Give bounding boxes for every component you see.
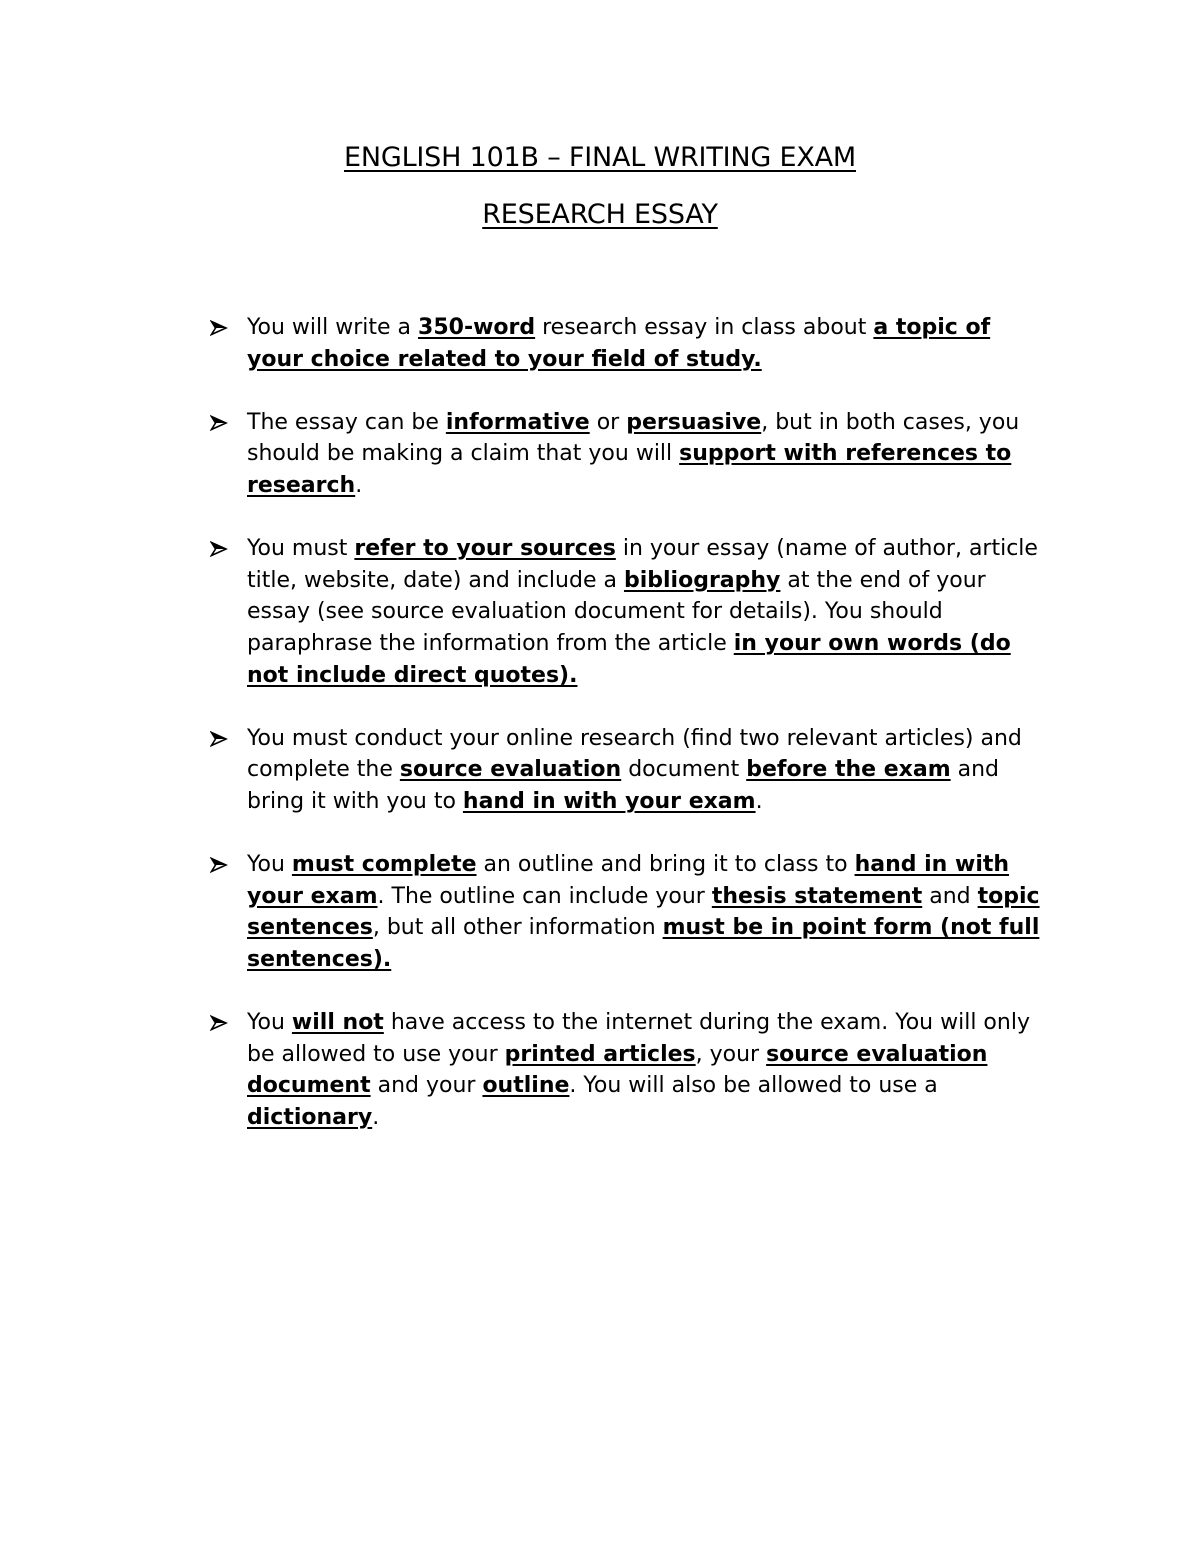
body-text: in your essay (name of author, article title, website, date) and include a xyxy=(247,536,1038,593)
emphasized-text: informative xyxy=(445,409,590,435)
body-text: research essay in class about xyxy=(535,315,874,340)
emphasized-text: in your own words (do not include direct quotes). xyxy=(247,630,1011,688)
body-text: You xyxy=(247,1010,292,1036)
emphasized-text: hand in with your exam xyxy=(462,788,756,814)
emphasized-text: 350-word xyxy=(418,315,536,340)
body-text: . xyxy=(372,1104,380,1130)
body-text: , your xyxy=(695,1041,767,1067)
body-text: You must xyxy=(247,536,355,562)
body-text: document xyxy=(621,757,747,783)
body-text: , but in both cases, you should be making a claim that you will xyxy=(247,409,1020,467)
list-item xyxy=(210,533,1040,691)
list-item xyxy=(210,312,1040,375)
list-item xyxy=(210,849,1040,975)
body-text: and xyxy=(922,883,978,909)
body-text: . The outline can include your xyxy=(377,883,712,909)
emphasized-text: must complete xyxy=(291,852,477,878)
body-text: and bring it with you to xyxy=(247,757,1000,814)
body-text: and your xyxy=(370,1073,483,1099)
list-item xyxy=(210,1007,1040,1133)
instruction-list xyxy=(210,312,1040,1165)
emphasized-text: refer to your sources xyxy=(354,536,616,562)
body-text: The essay can be xyxy=(247,409,446,435)
body-text: . xyxy=(355,472,363,498)
emphasized-text: outline xyxy=(482,1073,570,1099)
emphasized-text: source evaluation document xyxy=(247,1041,988,1099)
body-text: You must conduct your online research (find two relevant articles) and complete the xyxy=(247,725,1022,783)
list-item xyxy=(210,723,1040,818)
body-text: or xyxy=(589,409,627,435)
emphasized-text: thesis statement xyxy=(711,883,923,909)
emphasized-text: before the exam xyxy=(746,757,951,783)
body-text: an outline and bring it to class to xyxy=(476,852,855,878)
arrowhead-bullet-icon xyxy=(210,1015,230,1031)
arrowhead-bullet-icon xyxy=(210,541,230,557)
emphasized-text: hand in with your exam xyxy=(247,852,1010,909)
emphasized-text: printed articles xyxy=(504,1041,696,1067)
arrowhead-bullet-icon xyxy=(210,857,230,873)
body-text: have access to the internet during the exam. You will only be allowed to use your xyxy=(247,1010,1030,1067)
body-text: You will write a xyxy=(247,315,419,340)
arrowhead-bullet-icon xyxy=(210,415,230,431)
body-text: , but all other information xyxy=(372,915,663,941)
document-subtitle xyxy=(0,199,1200,230)
arrowhead-bullet-icon xyxy=(210,731,230,747)
emphasized-text: will not xyxy=(291,1010,384,1036)
emphasized-text: must be in point form (not full sentences). xyxy=(247,915,1040,972)
document-title-text: ENGLISH 101B – FINAL WRITING EXAM xyxy=(343,142,857,173)
emphasized-text: bibliography xyxy=(623,567,781,593)
list-item xyxy=(210,407,1040,502)
body-text: . You will also be allowed to use a xyxy=(569,1073,938,1099)
emphasized-text: a topic of your choice related to your field of study. xyxy=(247,315,991,372)
document-subtitle-text: RESEARCH ESSAY xyxy=(482,199,718,230)
emphasized-text: persuasive xyxy=(626,409,762,435)
emphasized-text: topic sentences xyxy=(247,883,1040,941)
arrowhead-bullet-icon xyxy=(210,320,230,336)
emphasized-text: support with references to research xyxy=(247,441,1012,498)
document-title xyxy=(0,142,1200,173)
emphasized-text: source evaluation xyxy=(399,757,622,783)
body-text: . xyxy=(755,788,763,814)
emphasized-text: dictionary xyxy=(247,1104,373,1130)
body-text: at the end of your essay (see source evaluation document for details). You should paraphrase the information from the article xyxy=(247,567,986,656)
body-text: You xyxy=(247,852,292,878)
